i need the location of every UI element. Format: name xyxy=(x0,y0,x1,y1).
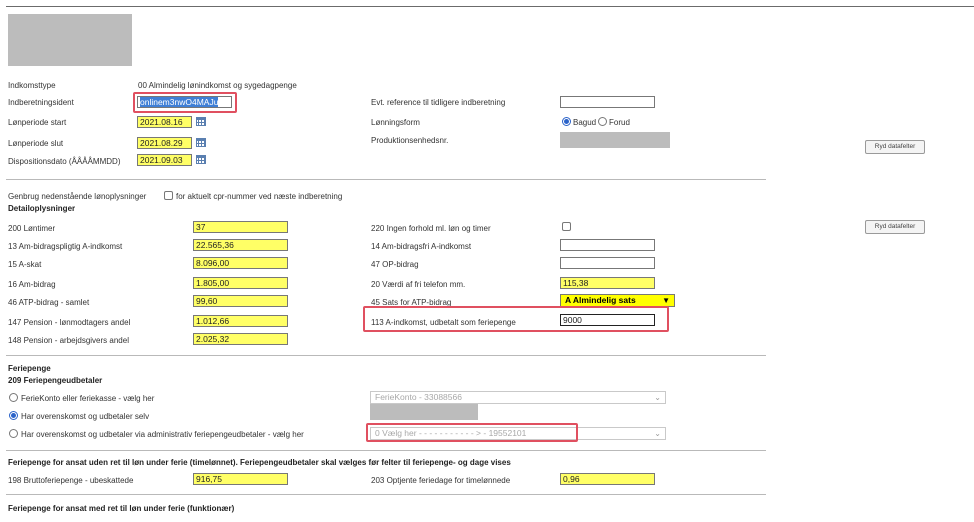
row-label: 147 Pension - lønmodtagers andel xyxy=(8,318,131,327)
field-46-atp-bidrag[interactable]: 99,60 xyxy=(193,295,288,307)
genbrug-text-2: for aktuelt cpr-nummer ved næste indberetning xyxy=(176,192,343,201)
radio-feriekonto[interactable] xyxy=(9,393,18,402)
genbrug-text: Genbrug nedenstående lønoplysninger xyxy=(8,192,147,201)
row-label: 16 Am-bidrag xyxy=(8,280,56,289)
field-13-a-indkomst[interactable]: 22.565,36 xyxy=(193,239,288,251)
field-148-pension-arbejdsgiver[interactable]: 2.025,32 xyxy=(193,333,288,345)
produktionsenhed-label: Produktionsenhedsnr. xyxy=(371,136,449,145)
field-147-pension-loenmodtager[interactable]: 1.012,66 xyxy=(193,315,288,327)
r220-checkbox[interactable] xyxy=(562,222,571,231)
clear-fields-button[interactable]: Ryd datafelter xyxy=(865,220,925,234)
highlight-r113 xyxy=(363,306,669,332)
r47-label: 47 OP-bidrag xyxy=(371,260,419,269)
section-divider xyxy=(6,494,766,495)
produktionsenhed-redacted xyxy=(560,132,670,148)
radio-bagud[interactable] xyxy=(562,117,571,126)
select-feriekonto[interactable]: FerieKonto - 33088566 ⌄ xyxy=(370,391,666,404)
radio-udbetaler-selv-label: Har overenskomst og udbetaler selv xyxy=(21,412,150,421)
section-divider xyxy=(6,355,766,356)
loenningsform-label: Lønningsform xyxy=(371,118,420,127)
detail-heading: Detailoplysninger xyxy=(8,204,76,213)
calendar-icon[interactable] xyxy=(196,155,206,164)
row-label: 15 A-skat xyxy=(8,260,42,269)
reference-input[interactable] xyxy=(560,96,655,108)
top-divider xyxy=(6,6,974,7)
loenperiode-slut-label: Lønperiode slut xyxy=(8,139,64,148)
section-divider xyxy=(6,179,766,180)
field-15-a-skat[interactable]: 8.096,00 xyxy=(193,257,288,269)
r198-label: 198 Bruttoferiepenge - ubeskattede xyxy=(8,476,134,485)
highlight-udbetaler-select xyxy=(366,423,578,442)
select-administrativ-udbetaler[interactable]: 0 Vælg her - - - - - - - - - - - > - 19552101 ⌄ xyxy=(370,427,666,440)
indkomsttype-label: Indkomsttype xyxy=(8,81,56,90)
indberetningsident-label: Indberetningsident xyxy=(8,98,74,107)
row-label: 46 ATP-bidrag - samlet xyxy=(8,298,90,307)
field-47-op-bidrag[interactable] xyxy=(560,257,655,269)
field-20-fri-telefon[interactable]: 115,38 xyxy=(560,277,655,289)
dispositionsdato-input[interactable]: 2021.09.03 xyxy=(137,154,192,166)
radio-bagud-label: Bagud xyxy=(573,118,597,127)
clear-fields-button[interactable]: Ryd datafelter xyxy=(865,140,925,154)
field-16-am-bidrag[interactable]: 1.805,00 xyxy=(193,277,288,289)
loenperiode-slut-input[interactable]: 2021.08.29 xyxy=(137,137,192,149)
row-label: 13 Am-bidragspligtig A-indkomst xyxy=(8,242,123,251)
chevron-down-icon: ⌄ xyxy=(654,393,661,402)
radio-administrativ-udbetaler-label: Har overenskomst og udbetaler via administrativ feriepengeudbetaler - vælg her xyxy=(21,430,304,439)
r220-label: 220 Ingen forhold ml. løn og timer xyxy=(371,224,491,233)
logo-placeholder xyxy=(8,14,132,66)
r113-label: 113 A-indkomst, udbetalt som feriepenge xyxy=(371,318,516,327)
field-200-loentimer[interactable]: 37 xyxy=(193,221,288,233)
feriepenge-heading: Feriepenge xyxy=(8,364,51,373)
chevron-down-icon: ⌄ xyxy=(654,429,661,438)
radio-forud[interactable] xyxy=(598,117,607,126)
reference-label: Evt. reference til tidligere indberetning xyxy=(371,98,506,107)
timeloennet-heading: Feriepenge for ansat uden ret til løn under ferie (timelønnet). Feriepengeudbetaler skal vælges før felter til feriepenge- og dage vises xyxy=(8,458,511,467)
r203-label: 203 Optjente feriedage for timelønnede xyxy=(371,476,511,485)
funktionaer-heading: Feriepenge for ansat med ret til løn under ferie (funktionær) xyxy=(8,504,235,513)
dispositionsdato-label: Dispositionsdato (ÅÅÅÅMMDD) xyxy=(8,157,121,166)
highlight-indberetningsident xyxy=(133,92,237,113)
chevron-down-icon: ▼ xyxy=(662,296,670,305)
field-113-feriepenge[interactable]: 9000 xyxy=(560,314,655,326)
feriepengeudbetaler-heading: 209 Feriepengeudbetaler xyxy=(8,376,103,385)
loenperiode-start-label: Lønperiode start xyxy=(8,118,67,127)
loenperiode-start-input[interactable]: 2021.08.16 xyxy=(137,116,192,128)
select-45-atp-sats[interactable]: A Almindelig sats ▼ xyxy=(560,294,675,307)
indkomsttype-value: 00 Almindelig lønindkomst og sygedagpenge xyxy=(138,81,297,90)
r14-label: 14 Am-bidragsfri A-indkomst xyxy=(371,242,472,251)
row-label: 148 Pension - arbejdsgivers andel xyxy=(8,336,129,345)
calendar-icon[interactable] xyxy=(196,117,206,126)
radio-administrativ-udbetaler[interactable] xyxy=(9,429,18,438)
radio-feriekonto-label: FerieKonto eller feriekasse - vælg her xyxy=(21,394,155,403)
r45-label: 45 Sats for ATP-bidrag xyxy=(371,298,452,307)
radio-udbetaler-selv[interactable] xyxy=(9,411,18,420)
calendar-icon[interactable] xyxy=(196,138,206,147)
radio-forud-label: Forud xyxy=(609,118,630,127)
redacted-block xyxy=(370,404,478,420)
genbrug-checkbox[interactable] xyxy=(164,191,173,200)
field-198-bruttoferiepenge[interactable]: 916,75 xyxy=(193,473,288,485)
field-203-feriedage[interactable]: 0,96 xyxy=(560,473,655,485)
r20-label: 20 Værdi af fri telefon mm. xyxy=(371,280,466,289)
indberetningsident-input[interactable]: onlinem3nwO4MAJu xyxy=(137,96,232,108)
field-14-am-bidragsfri[interactable] xyxy=(560,239,655,251)
section-divider xyxy=(6,450,766,451)
row-label: 200 Løntimer xyxy=(8,224,56,233)
